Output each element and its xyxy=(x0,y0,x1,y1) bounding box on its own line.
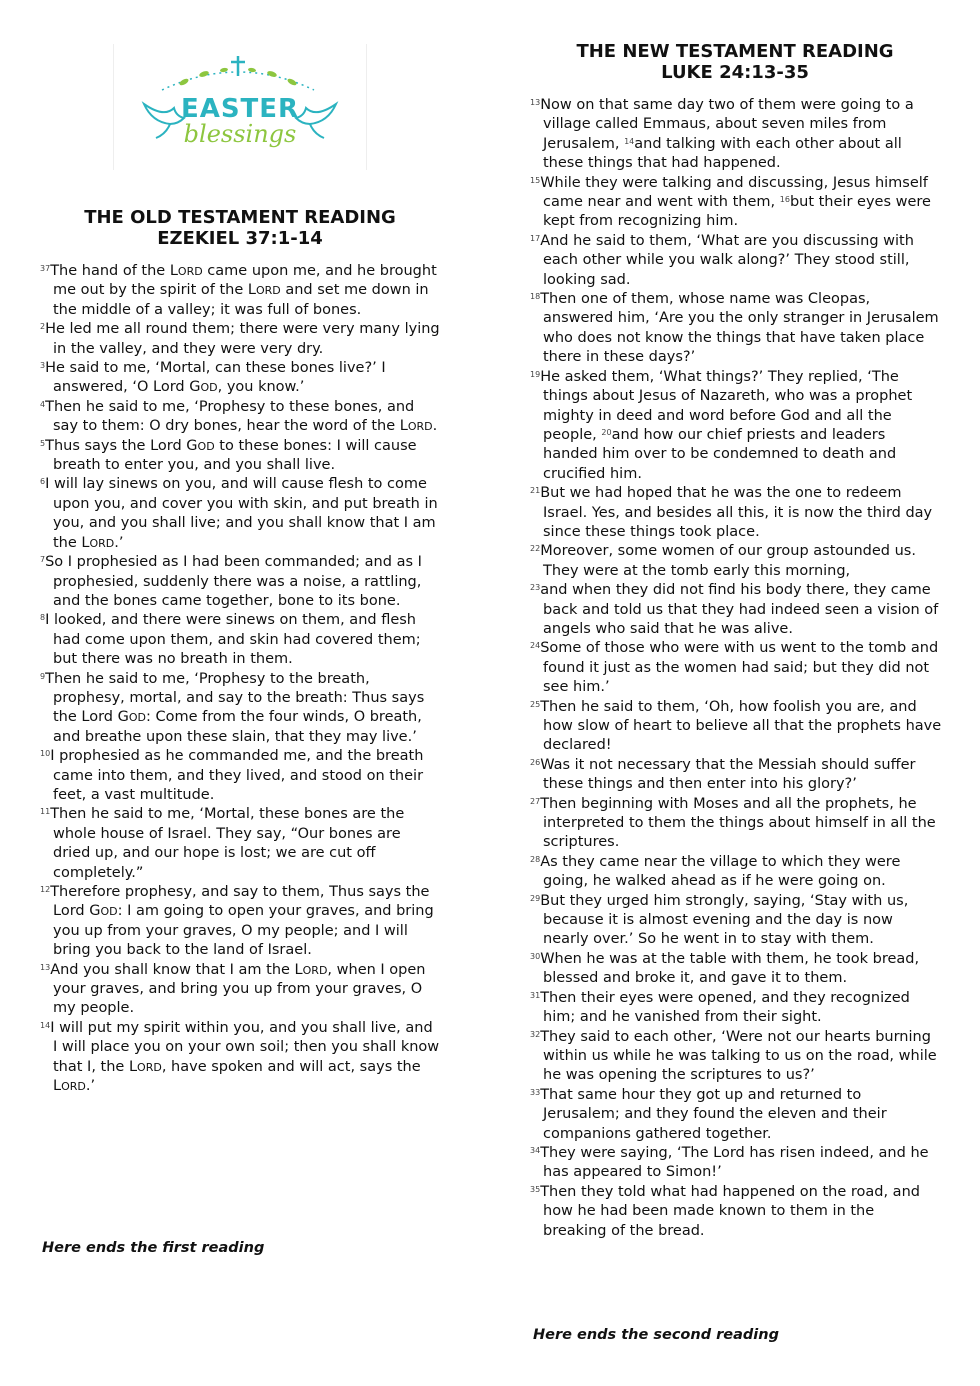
logo-title: EASTER xyxy=(180,94,300,124)
logo-subtitle: blessings xyxy=(183,120,297,148)
verse: $^9$Then he said to me, ‘Prophesy to the breath, prophesy, mortal, and say to the breath: Thus says the Lord GOD: Come from the four winds, O breath, and breathe upon these slain, that they may live.’ xyxy=(40,670,425,745)
new-testament-passage xyxy=(530,96,942,1241)
verse: $^{22}$Moreover, some women of our group astounded us. They were at the tomb early this morning, xyxy=(530,543,916,579)
verse: $^{12}$Therefore prophesy, and say to them, Thus says the Lord GOD: I am going to open your graves, and bring you up from your graves, O my people; and I will bring you back to the land of Israel. xyxy=(40,884,434,959)
verse: $^{32}$They said to each other, ‘Were not our hearts burning within us while he was talking to us on the road, while he was opening the scriptures to us?’ xyxy=(530,1028,937,1084)
new-testament-title: THE NEW TESTAMENT READING xyxy=(576,41,894,62)
verse: $^{27}$Then beginning with Moses and all the prophets, he interpreted to them the things about himself in all the scriptures. xyxy=(530,795,936,851)
verse: $^{17}$And he said to them, ‘What are you discussing with each other while you walk along?’ They stood still, looking sad. xyxy=(530,232,914,288)
verse: $^{31}$Then their eyes were opened, and they recognized him; and he vanished from their sight. xyxy=(530,989,910,1026)
new-testament-reference: LUKE 24:13-35 xyxy=(661,62,809,83)
verse: $^{18}$Then one of them, whose name was Cleopas, answered him, ‘Are you the only stranger in Jerusalem who does not know the things that have taken place there in these days?’ xyxy=(530,291,939,366)
verse: $^{37}$The hand of the LORD came upon me, and he brought me out by the spirit of the LORD and set me down in the middle of a valley; it was full of bones. xyxy=(40,263,437,318)
old-testament-heading xyxy=(40,207,440,249)
first-reading-ending: Here ends the first reading xyxy=(42,1240,265,1256)
verse: $^{24}$Some of those who were with us went to the tomb and found it just as the women had said; but they did not see him.’ xyxy=(530,640,939,696)
verse: $^{28}$As they came near the village to which they were going, he walked ahead as if he were going on. xyxy=(530,853,901,890)
verse: $^{26}$Was it not necessary that the Messiah should suffer these things and then enter into his glory?’ xyxy=(530,756,916,793)
verse: $^3$He said to me, ‘Mortal, can these bones live?’ I answered, ‘O Lord GOD, you know.’ xyxy=(40,360,386,396)
verse: $^2$He led me all round them; there were very many lying in the valley, and they were very dry. xyxy=(40,321,440,357)
verse: $^{15}$While they were talking and discussing, Jesus himself came near and went with them, $^{16}$but their eyes were kept from recognizing him. xyxy=(530,174,931,230)
verse: $^{11}$Then he said to me, ‘Mortal, these bones are the whole house of Israel. They say, “Our bones are dried up, and our hope is lost; we are cut off completely.” xyxy=(40,806,405,881)
verse: $^{33}$That same hour they got up and returned to Jerusalem; and they found the eleven and their companions gathered together. xyxy=(530,1086,887,1142)
verse: $^{10}$I prophesied as he commanded me, and the breath came into them, and they lived, and stood on their feet, a vast multitude. xyxy=(40,748,424,803)
verse: $^{34}$They were saying, ‘The Lord has risen indeed, and he has appeared to Simon!’ xyxy=(530,1144,929,1181)
verse: $^{14}$I will put my spirit within you, and you shall live, and I will place you on your own soil; then you shall know that I, the LORD, have spoken and will act, says the LORD.’ xyxy=(40,1019,440,1095)
verse: $^6$I will lay sinews on you, and will cause flesh to come upon you, and cover you with skin, and put breath in you, and you shall live; and you shall know that I am the LORD.’ xyxy=(40,476,438,551)
verse: $^{13}$And you shall know that I am the LORD, when I open your graves, and bring you up from your graves, O my people. xyxy=(40,961,426,1017)
old-testament-passage xyxy=(40,262,440,1096)
verse: $^7$So I prophesied as I had been commanded; and as I prophesied, suddenly there was a noise, a rattling, and the bones came together, bone to its bone. xyxy=(40,554,422,609)
old-testament-reference: EZEKIEL 37:1-14 xyxy=(157,228,323,249)
old-testament-title: THE OLD TESTAMENT READING xyxy=(84,207,396,228)
verse: $^{25}$Then he said to them, ‘Oh, how foolish you are, and how slow of heart to believe all that the prophets have declared! xyxy=(530,698,942,754)
new-testament-heading xyxy=(535,41,935,83)
easter-blessings-logo xyxy=(113,44,367,170)
second-reading-ending: Here ends the second reading xyxy=(533,1327,779,1343)
verse: $^{29}$But they urged him strongly, saying, ‘Stay with us, because it is almost evening and the day is now nearly over.’ So he went in to stay with them. xyxy=(530,892,909,948)
verse: $^{13}$Now on that same day two of them were going to a village called Emmaus, about seven miles from Jerusalem, $^{14}$and talking with each other about all these things that had happened. xyxy=(530,97,914,172)
verse: $^5$Thus says the Lord GOD to these bones: I will cause breath to enter you, and you shall live. xyxy=(40,437,417,474)
verse: $^{23}$and when they did not find his body there, they came back and told us that they had indeed seen a vision of angels who said that he was alive. xyxy=(530,582,939,637)
cross-icon xyxy=(231,56,245,76)
verse: $^{35}$Then they told what had happened on the road, and how he had been made known to them in the breaking of the bread. xyxy=(530,1183,920,1239)
verse: $^{30}$When he was at the table with them, he took bread, blessed and broke it, and gave it to them. xyxy=(530,950,920,987)
verse: $^8$I looked, and there were sinews on them, and flesh had come upon them, and skin had covered them; but there was no breath in them. xyxy=(40,612,421,668)
verse: $^{21}$But we had hoped that he was the one to redeem Israel. Yes, and besides all this, it is now the third day since these things took place. xyxy=(530,485,933,540)
verse: $^{19}$He asked them, ‘What things?’ They replied, ‘The things about Jesus of Nazareth, who was a prophet mighty in deed and word before God and all the people, $^{20}$and how our chief priests and leaders handed him over to be condemned to death and crucified him. xyxy=(530,368,913,482)
verse: $^4$Then he said to me, ‘Prophesy to these bones, and say to them: O dry bones, hear the word of the LORD. xyxy=(40,398,438,435)
